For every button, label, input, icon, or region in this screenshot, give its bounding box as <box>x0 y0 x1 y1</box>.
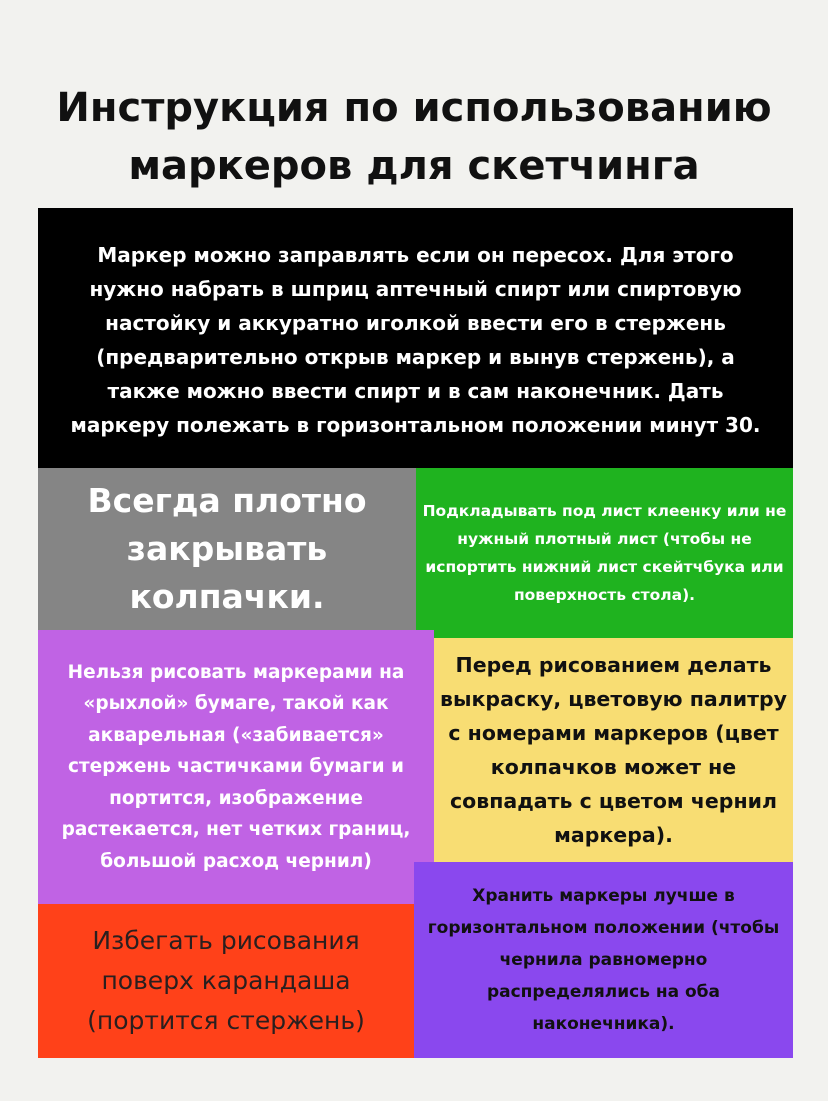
tip-refill-text: Маркер можно заправлять если он пересох. Для этого нужно набрать в шприц аптечный спирт или спиртовую настойку и аккуратно иголкой ввести его в стержень (предварительно открыв маркер и вынув стержень), а также можно ввести спирт и в сам наконечник. Дать маркеру полежать в горизонтальном положении минут 30. <box>70 243 761 437</box>
tip-pencil-box <box>38 904 414 1058</box>
tip-underlay-text: Подкладывать под лист клеенку или не нужный плотный лист (чтобы не испортить нижний лист скейтчбука или поверхность стола). <box>422 502 787 604</box>
tip-caps-box <box>38 468 416 630</box>
title-line-2: маркеров для скетчинга <box>128 142 700 189</box>
tip-paper-box <box>38 630 434 904</box>
tip-swatches-box <box>434 638 793 862</box>
title-line-1: Инструкция по использованию <box>56 84 772 131</box>
tip-caps-text: Всегда плотно закрывать колпачки. <box>87 481 367 616</box>
tip-storage-box <box>414 862 793 1058</box>
tip-swatches-text: Перед рисованием делать выкраску, цветовую палитру с номерами маркеров (цвет колпачков может не совпадать с цветом чернил маркера). <box>439 653 788 847</box>
tip-pencil-text: Избегать рисования поверх карандаша (портится стержень) <box>87 926 365 1035</box>
tip-refill-box <box>38 208 793 468</box>
page-title <box>0 79 828 195</box>
tip-storage-text: Хранить маркеры лучше в горизонтальном положении (чтобы чернила равномерно распределялись на оба наконечника). <box>427 886 780 1034</box>
tip-paper-text: Нельзя рисовать маркерами на «рыхлой» бумаге, такой как акварельная («забивается» стержень частичками бумаги и портится, изображение растекается, нет четких границ, большой расход чернил) <box>61 661 411 872</box>
tip-underlay-box <box>416 468 793 638</box>
